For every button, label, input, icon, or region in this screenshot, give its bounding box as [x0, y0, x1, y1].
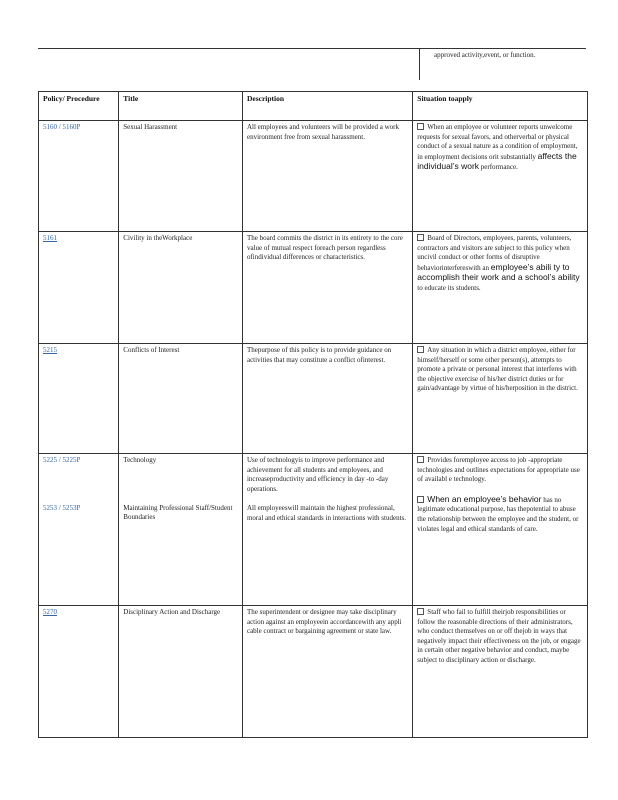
policy-description: The board commits the district in its entirety to the core value of mutual respect foreach person regardless ofindividual differences or characteristics.	[242, 232, 412, 344]
policy-situation: Provides foremployee access to job -appropriate technologies and outlines expectations for appropriate use of availabl e technology.	[417, 456, 580, 484]
bullet-icon	[417, 608, 424, 615]
policy-title: Civility in theWorkplace	[119, 232, 243, 344]
policy-title: Maintaining Professional Staff/Student Boundaries	[123, 503, 233, 522]
policy-title: Technology	[123, 456, 157, 464]
policy-description: Use of technologyis to improve performance and achievement for all students and employees, and increaseproductivity and efficiency in day -to -day operations.	[246, 456, 389, 493]
bullet-icon	[417, 496, 424, 503]
bullet-icon	[417, 346, 424, 353]
policy-situation: Board of Directors, employees, parents, volunteers, contractors and visitors are subject to this policy when uncivil conduct or other forms of disruptive behaviorinterfereswith an employee’s abili ty to accomplish their work and a school’s ability to educate its students.	[413, 232, 588, 344]
policy-description: All employeeswill maintain the highest professional, moral and ethical standards in interactions with students.	[246, 504, 406, 522]
header-policy: Policy/ Procedure	[39, 92, 119, 121]
policy-number: 5225 / 5225P	[43, 456, 81, 464]
policy-description: All employees and volunteers will be provided a work environment free from sexual harassment.	[242, 121, 412, 232]
policy-situation: When an employee’s behavior has no legitimate educational purpose, has thepotential to abuse the relationship between the employee and the student, or violates legal and ethical standards of care.	[417, 493, 579, 533]
policy-description: Thepurpose of this policy is to provide guidance on activities that may constitute a conflict ofinterest.	[242, 344, 412, 454]
policy-number: 5160 / 5160P	[43, 123, 81, 131]
header-situation: Situation toapply	[413, 92, 588, 121]
policy-title: Disciplinary Action and Discharge	[119, 606, 243, 738]
table-row	[39, 606, 588, 738]
table-row	[39, 232, 588, 344]
policy-link[interactable]: 5215	[43, 346, 57, 354]
table-row	[39, 454, 588, 606]
policy-link[interactable]: 5270	[43, 608, 57, 616]
header-description: Description	[242, 92, 412, 121]
policy-title: Sexual Harassment	[119, 121, 243, 232]
table-row	[39, 121, 588, 232]
table-row	[39, 344, 588, 454]
table-header-row	[39, 92, 588, 121]
policy-number: 5253 / 5253P	[43, 503, 81, 512]
policy-description: The superintendent or designee may take disciplinary action against an employeein accordancewith any appli cable contract or bargaining agreement or state law.	[242, 606, 412, 738]
header-title: Title	[119, 92, 243, 121]
policy-situation: Any situation in which a district employee, either for himself/herself or some other person(s), attempts to promote a private or personal interest that interferes with the objective exercise of his/her district duties or for gain/advantage by virtue of his/herposition in the district.	[413, 344, 588, 454]
fragment-top-rule	[38, 48, 586, 49]
fragment-situation-text: approved activity,event, or function.	[434, 51, 536, 59]
bullet-icon	[417, 234, 424, 241]
policy-link[interactable]: 5161	[43, 234, 57, 242]
policy-table	[38, 91, 588, 738]
continued-table-fragment	[38, 48, 586, 80]
bullet-icon	[417, 123, 424, 130]
fragment-column-divider	[419, 48, 420, 80]
policy-situation: Staff who fail to fulfill theirjob responsibilities or follow the reasonable directions of their administrators, who conduct themselves on or off thejob in ways that negatively impact their effectiveness on the job, or engage in certain other negative behavior and conduct, maybe subject to disciplinary action or discharge.	[413, 606, 588, 738]
policy-title: Conflicts of Interest	[119, 344, 243, 454]
policy-situation: When an employee or volunteer reports unwelcome requests for sexual favors, and otherverbal or physical conduct of a sexual nature as a condition of employment, in employment decisions orit substantially affects the individual’s work performance.	[413, 121, 588, 232]
bullet-icon	[417, 456, 424, 463]
